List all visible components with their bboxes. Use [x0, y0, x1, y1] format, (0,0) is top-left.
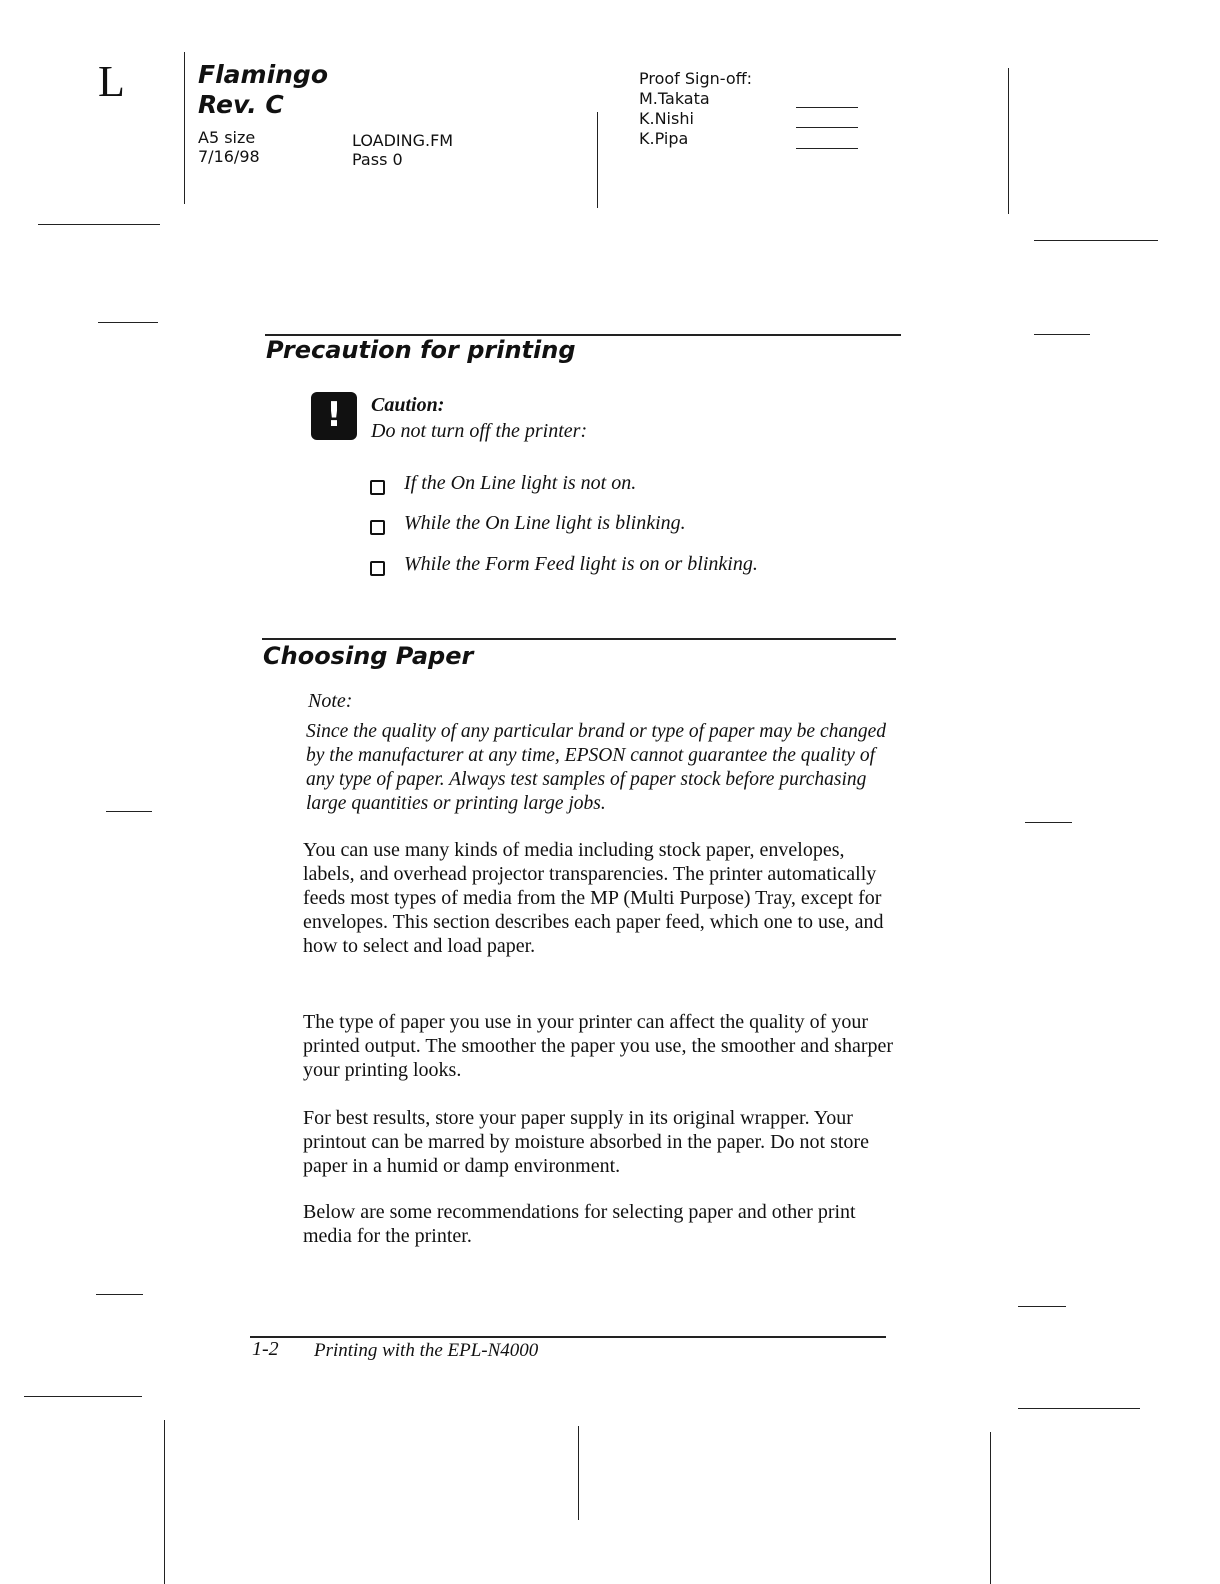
section-rule [262, 638, 896, 640]
list-item-text: If the On Line light is not on. [404, 472, 637, 494]
body-paragraph: Below are some recommendations for selecting paper and other print media for the printer. [303, 1201, 856, 1247]
crop-mark [98, 322, 158, 323]
crop-mark [164, 1420, 165, 1584]
header-project [198, 60, 328, 120]
revision: Rev. C [198, 90, 284, 119]
header-divider-left [184, 52, 185, 204]
project-name: Flamingo [198, 60, 329, 89]
checkbox-bullet-icon [370, 480, 385, 495]
signoff-name: K.Nishi [639, 109, 694, 128]
signoff-line [796, 148, 858, 149]
header-meta-mid [352, 131, 453, 169]
crop-mark [990, 1432, 991, 1584]
crop-mark [1018, 1306, 1066, 1307]
caution-icon: ! [311, 392, 357, 440]
paper-size: A5 size [198, 128, 256, 147]
list-item-text: While the Form Feed light is on or blinking. [404, 553, 758, 575]
signoff-name: M.Takata [639, 89, 710, 108]
section-heading-precaution: Precaution for printing [266, 336, 576, 364]
section-heading-choosing-paper: Choosing Paper [263, 642, 474, 670]
note-text: Since the quality of any particular brand or type of paper may be changed by the manufacturer at any time, EPSON cannot guarantee the quality of any type of paper. Always test samples of paper stock before purchasing large quantities or printing large jobs. [306, 721, 887, 814]
footer-title: Printing with the EPL-N4000 [314, 1340, 539, 1361]
signoff-line [796, 107, 858, 108]
note-label: Note: [308, 690, 353, 712]
header-divider-mid [597, 112, 598, 208]
signoff-name: K.Pipa [639, 129, 689, 148]
crop-mark [1034, 334, 1090, 335]
file-name: LOADING.FM [352, 131, 454, 150]
crop-mark [578, 1426, 579, 1520]
crop-mark [106, 811, 152, 812]
body-paragraph: The type of paper you use in your printer can affect the quality of your printed output. The smoother the paper you use, the smoother and sharper your printing looks. [303, 1011, 894, 1081]
crop-mark [1018, 1408, 1140, 1409]
proof-signoff [639, 69, 752, 149]
corner-letter: L [98, 57, 125, 106]
crop-mark [24, 1396, 142, 1397]
body-paragraph: You can use many kinds of media including stock paper, envelopes, labels, and overhead projector transparencies. The printer automatically feeds most types of media from the MP (Multi Purpose) Tray, except for envelopes. This section describes each paper feed, which one to use, and how to select and load paper. [303, 839, 884, 957]
signoff-line [796, 127, 858, 128]
crop-mark [38, 224, 160, 225]
pass-number: Pass 0 [352, 150, 403, 169]
crop-mark [1034, 240, 1158, 241]
header-meta-left [198, 128, 260, 166]
body-paragraph: For best results, store your paper supply in its original wrapper. Your printout can be marred by moisture absorbed in the paper. Do not store paper in a humid or damp environment. [303, 1107, 869, 1177]
list-item-text: While the On Line light is blinking. [404, 512, 686, 534]
checkbox-bullet-icon [370, 520, 385, 535]
header-divider-right [1008, 68, 1009, 214]
crop-mark [1025, 822, 1072, 823]
header-date: 7/16/98 [198, 147, 260, 166]
page-number: 1-2 [252, 1338, 279, 1360]
crop-mark [96, 1294, 143, 1295]
footer-rule [250, 1336, 886, 1338]
signoff-label: Proof Sign-off: [639, 69, 753, 88]
checkbox-bullet-icon [370, 561, 385, 576]
caution-text: Do not turn off the printer: [371, 420, 588, 442]
caution-label: Caution: [371, 394, 445, 416]
